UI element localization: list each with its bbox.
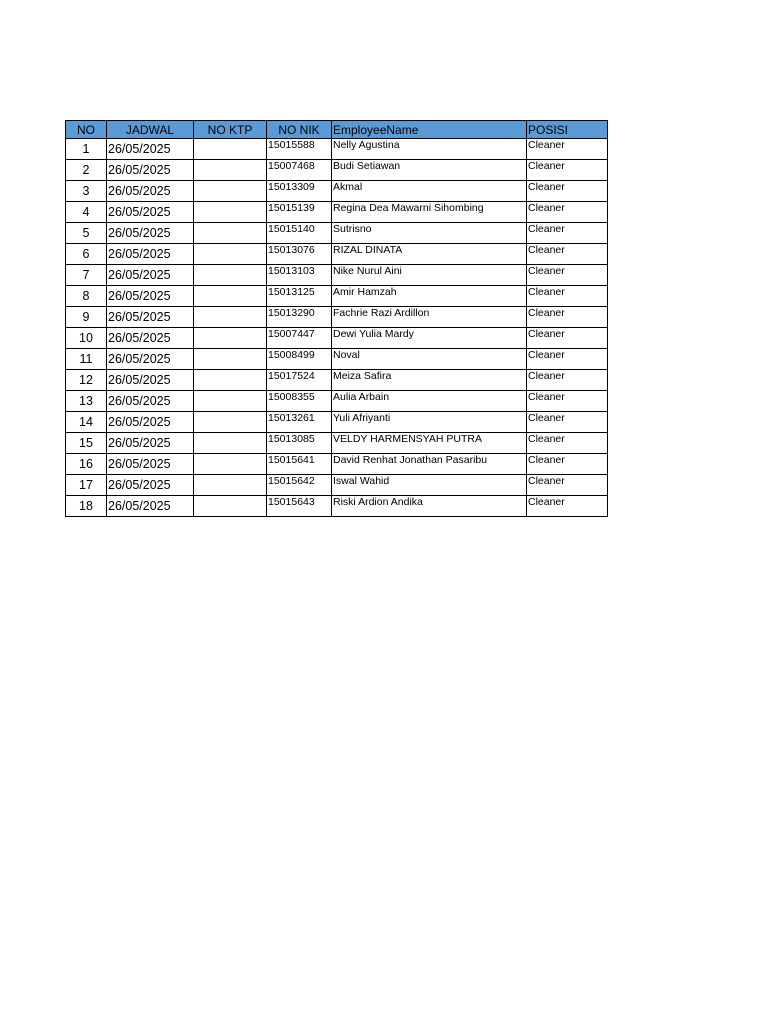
cell-no: 13 <box>66 391 107 412</box>
cell-employee-name: Sutrisno <box>332 223 527 244</box>
cell-employee-name: Noval <box>332 349 527 370</box>
cell-no: 10 <box>66 328 107 349</box>
table-row <box>66 286 608 307</box>
table-row <box>66 244 608 265</box>
cell-jadwal: 26/05/2025 <box>107 223 194 244</box>
cell-posisi: Cleaner <box>527 244 608 265</box>
cell-employee-name: Amir Hamzah <box>332 286 527 307</box>
cell-no: 11 <box>66 349 107 370</box>
cell-employee-name: Riski Ardion Andika <box>332 496 527 517</box>
cell-no: 9 <box>66 307 107 328</box>
cell-jadwal: 26/05/2025 <box>107 139 194 160</box>
cell-posisi: Cleaner <box>527 433 608 454</box>
cell-no-ktp <box>194 475 267 496</box>
cell-no-ktp <box>194 433 267 454</box>
cell-no-nik: 15015642 <box>267 475 332 496</box>
cell-no-ktp <box>194 412 267 433</box>
cell-employee-name: Nike Nurul Aini <box>332 265 527 286</box>
cell-no-nik: 15013261 <box>267 412 332 433</box>
cell-no-ktp <box>194 286 267 307</box>
cell-posisi: Cleaner <box>527 160 608 181</box>
cell-no: 7 <box>66 265 107 286</box>
cell-no-ktp <box>194 349 267 370</box>
cell-no-nik: 15015140 <box>267 223 332 244</box>
cell-jadwal: 26/05/2025 <box>107 412 194 433</box>
cell-no: 1 <box>66 139 107 160</box>
cell-jadwal: 26/05/2025 <box>107 349 194 370</box>
cell-posisi: Cleaner <box>527 370 608 391</box>
cell-jadwal: 26/05/2025 <box>107 244 194 265</box>
cell-no: 12 <box>66 370 107 391</box>
table-row <box>66 223 608 244</box>
cell-employee-name: VELDY HARMENSYAH PUTRA <box>332 433 527 454</box>
cell-no-nik: 15013125 <box>267 286 332 307</box>
cell-posisi: Cleaner <box>527 181 608 202</box>
cell-employee-name: Iswal Wahid <box>332 475 527 496</box>
cell-no: 15 <box>66 433 107 454</box>
cell-jadwal: 26/05/2025 <box>107 265 194 286</box>
cell-posisi: Cleaner <box>527 349 608 370</box>
cell-jadwal: 26/05/2025 <box>107 370 194 391</box>
cell-posisi: Cleaner <box>527 307 608 328</box>
cell-no-nik: 15007447 <box>267 328 332 349</box>
cell-no-ktp <box>194 244 267 265</box>
cell-no: 16 <box>66 454 107 475</box>
header-posisi: POSISI <box>527 121 608 139</box>
cell-no-ktp <box>194 328 267 349</box>
employee-roster-sheet <box>65 120 608 517</box>
cell-jadwal: 26/05/2025 <box>107 496 194 517</box>
table-row <box>66 475 608 496</box>
cell-posisi: Cleaner <box>527 202 608 223</box>
cell-posisi: Cleaner <box>527 265 608 286</box>
cell-employee-name: Nelly Agustina <box>332 139 527 160</box>
cell-no-ktp <box>194 139 267 160</box>
cell-no-ktp <box>194 160 267 181</box>
table-row <box>66 160 608 181</box>
cell-posisi: Cleaner <box>527 328 608 349</box>
cell-no-nik: 15013290 <box>267 307 332 328</box>
cell-jadwal: 26/05/2025 <box>107 433 194 454</box>
cell-posisi: Cleaner <box>527 412 608 433</box>
cell-no-ktp <box>194 307 267 328</box>
table-row <box>66 202 608 223</box>
cell-employee-name: Yuli Afriyanti <box>332 412 527 433</box>
cell-no-ktp <box>194 454 267 475</box>
cell-employee-name: Akmal <box>332 181 527 202</box>
cell-no-ktp <box>194 181 267 202</box>
header-jadwal: JADWAL <box>107 121 194 139</box>
table-row <box>66 412 608 433</box>
cell-no: 2 <box>66 160 107 181</box>
cell-no-nik: 15015643 <box>267 496 332 517</box>
cell-no: 18 <box>66 496 107 517</box>
cell-posisi: Cleaner <box>527 223 608 244</box>
cell-no-nik: 15008355 <box>267 391 332 412</box>
cell-employee-name: Aulia Arbain <box>332 391 527 412</box>
table-row <box>66 454 608 475</box>
cell-no: 3 <box>66 181 107 202</box>
cell-no-ktp <box>194 223 267 244</box>
cell-no-ktp <box>194 370 267 391</box>
cell-no-nik: 15013309 <box>267 181 332 202</box>
cell-posisi: Cleaner <box>527 391 608 412</box>
table-row <box>66 370 608 391</box>
cell-no-nik: 15007468 <box>267 160 332 181</box>
cell-jadwal: 26/05/2025 <box>107 475 194 496</box>
cell-jadwal: 26/05/2025 <box>107 328 194 349</box>
table-row <box>66 265 608 286</box>
cell-no-nik: 15015139 <box>267 202 332 223</box>
cell-no-ktp <box>194 496 267 517</box>
employee-roster-table <box>65 120 608 517</box>
cell-employee-name: David Renhat Jonathan Pasaribu <box>332 454 527 475</box>
cell-no: 5 <box>66 223 107 244</box>
header-no-nik: NO NIK <box>267 121 332 139</box>
table-row <box>66 181 608 202</box>
cell-no-ktp <box>194 202 267 223</box>
cell-employee-name: Fachrie Razi Ardillon <box>332 307 527 328</box>
table-row <box>66 328 608 349</box>
cell-no-nik: 15013076 <box>267 244 332 265</box>
cell-no: 17 <box>66 475 107 496</box>
cell-jadwal: 26/05/2025 <box>107 181 194 202</box>
cell-jadwal: 26/05/2025 <box>107 391 194 412</box>
cell-posisi: Cleaner <box>527 286 608 307</box>
cell-no-nik: 15015588 <box>267 139 332 160</box>
cell-no-nik: 15013103 <box>267 265 332 286</box>
header-no-ktp: NO KTP <box>194 121 267 139</box>
cell-posisi: Cleaner <box>527 475 608 496</box>
cell-employee-name: Dewi Yulia Mardy <box>332 328 527 349</box>
table-row <box>66 349 608 370</box>
cell-employee-name: Regina Dea Mawarni Sihombing <box>332 202 527 223</box>
cell-no-ktp <box>194 391 267 412</box>
cell-employee-name: Budi Setiawan <box>332 160 527 181</box>
cell-posisi: Cleaner <box>527 454 608 475</box>
cell-employee-name: Meiza Safira <box>332 370 527 391</box>
table-row <box>66 139 608 160</box>
cell-jadwal: 26/05/2025 <box>107 307 194 328</box>
cell-posisi: Cleaner <box>527 139 608 160</box>
cell-jadwal: 26/05/2025 <box>107 286 194 307</box>
cell-posisi: Cleaner <box>527 496 608 517</box>
cell-no: 4 <box>66 202 107 223</box>
table-row <box>66 496 608 517</box>
cell-jadwal: 26/05/2025 <box>107 160 194 181</box>
table-body <box>66 139 608 517</box>
header-row <box>66 121 608 139</box>
cell-no-ktp <box>194 265 267 286</box>
cell-jadwal: 26/05/2025 <box>107 454 194 475</box>
header-no: NO <box>66 121 107 139</box>
cell-jadwal: 26/05/2025 <box>107 202 194 223</box>
cell-no: 8 <box>66 286 107 307</box>
table-row <box>66 391 608 412</box>
cell-employee-name: RIZAL DINATA <box>332 244 527 265</box>
table-row <box>66 307 608 328</box>
cell-no-nik: 15013085 <box>267 433 332 454</box>
cell-no: 6 <box>66 244 107 265</box>
table-row <box>66 433 608 454</box>
header-employee-name: EmployeeName <box>332 121 527 139</box>
cell-no-nik: 15015641 <box>267 454 332 475</box>
cell-no: 14 <box>66 412 107 433</box>
table-header <box>66 121 608 139</box>
cell-no-nik: 15017524 <box>267 370 332 391</box>
cell-no-nik: 15008499 <box>267 349 332 370</box>
